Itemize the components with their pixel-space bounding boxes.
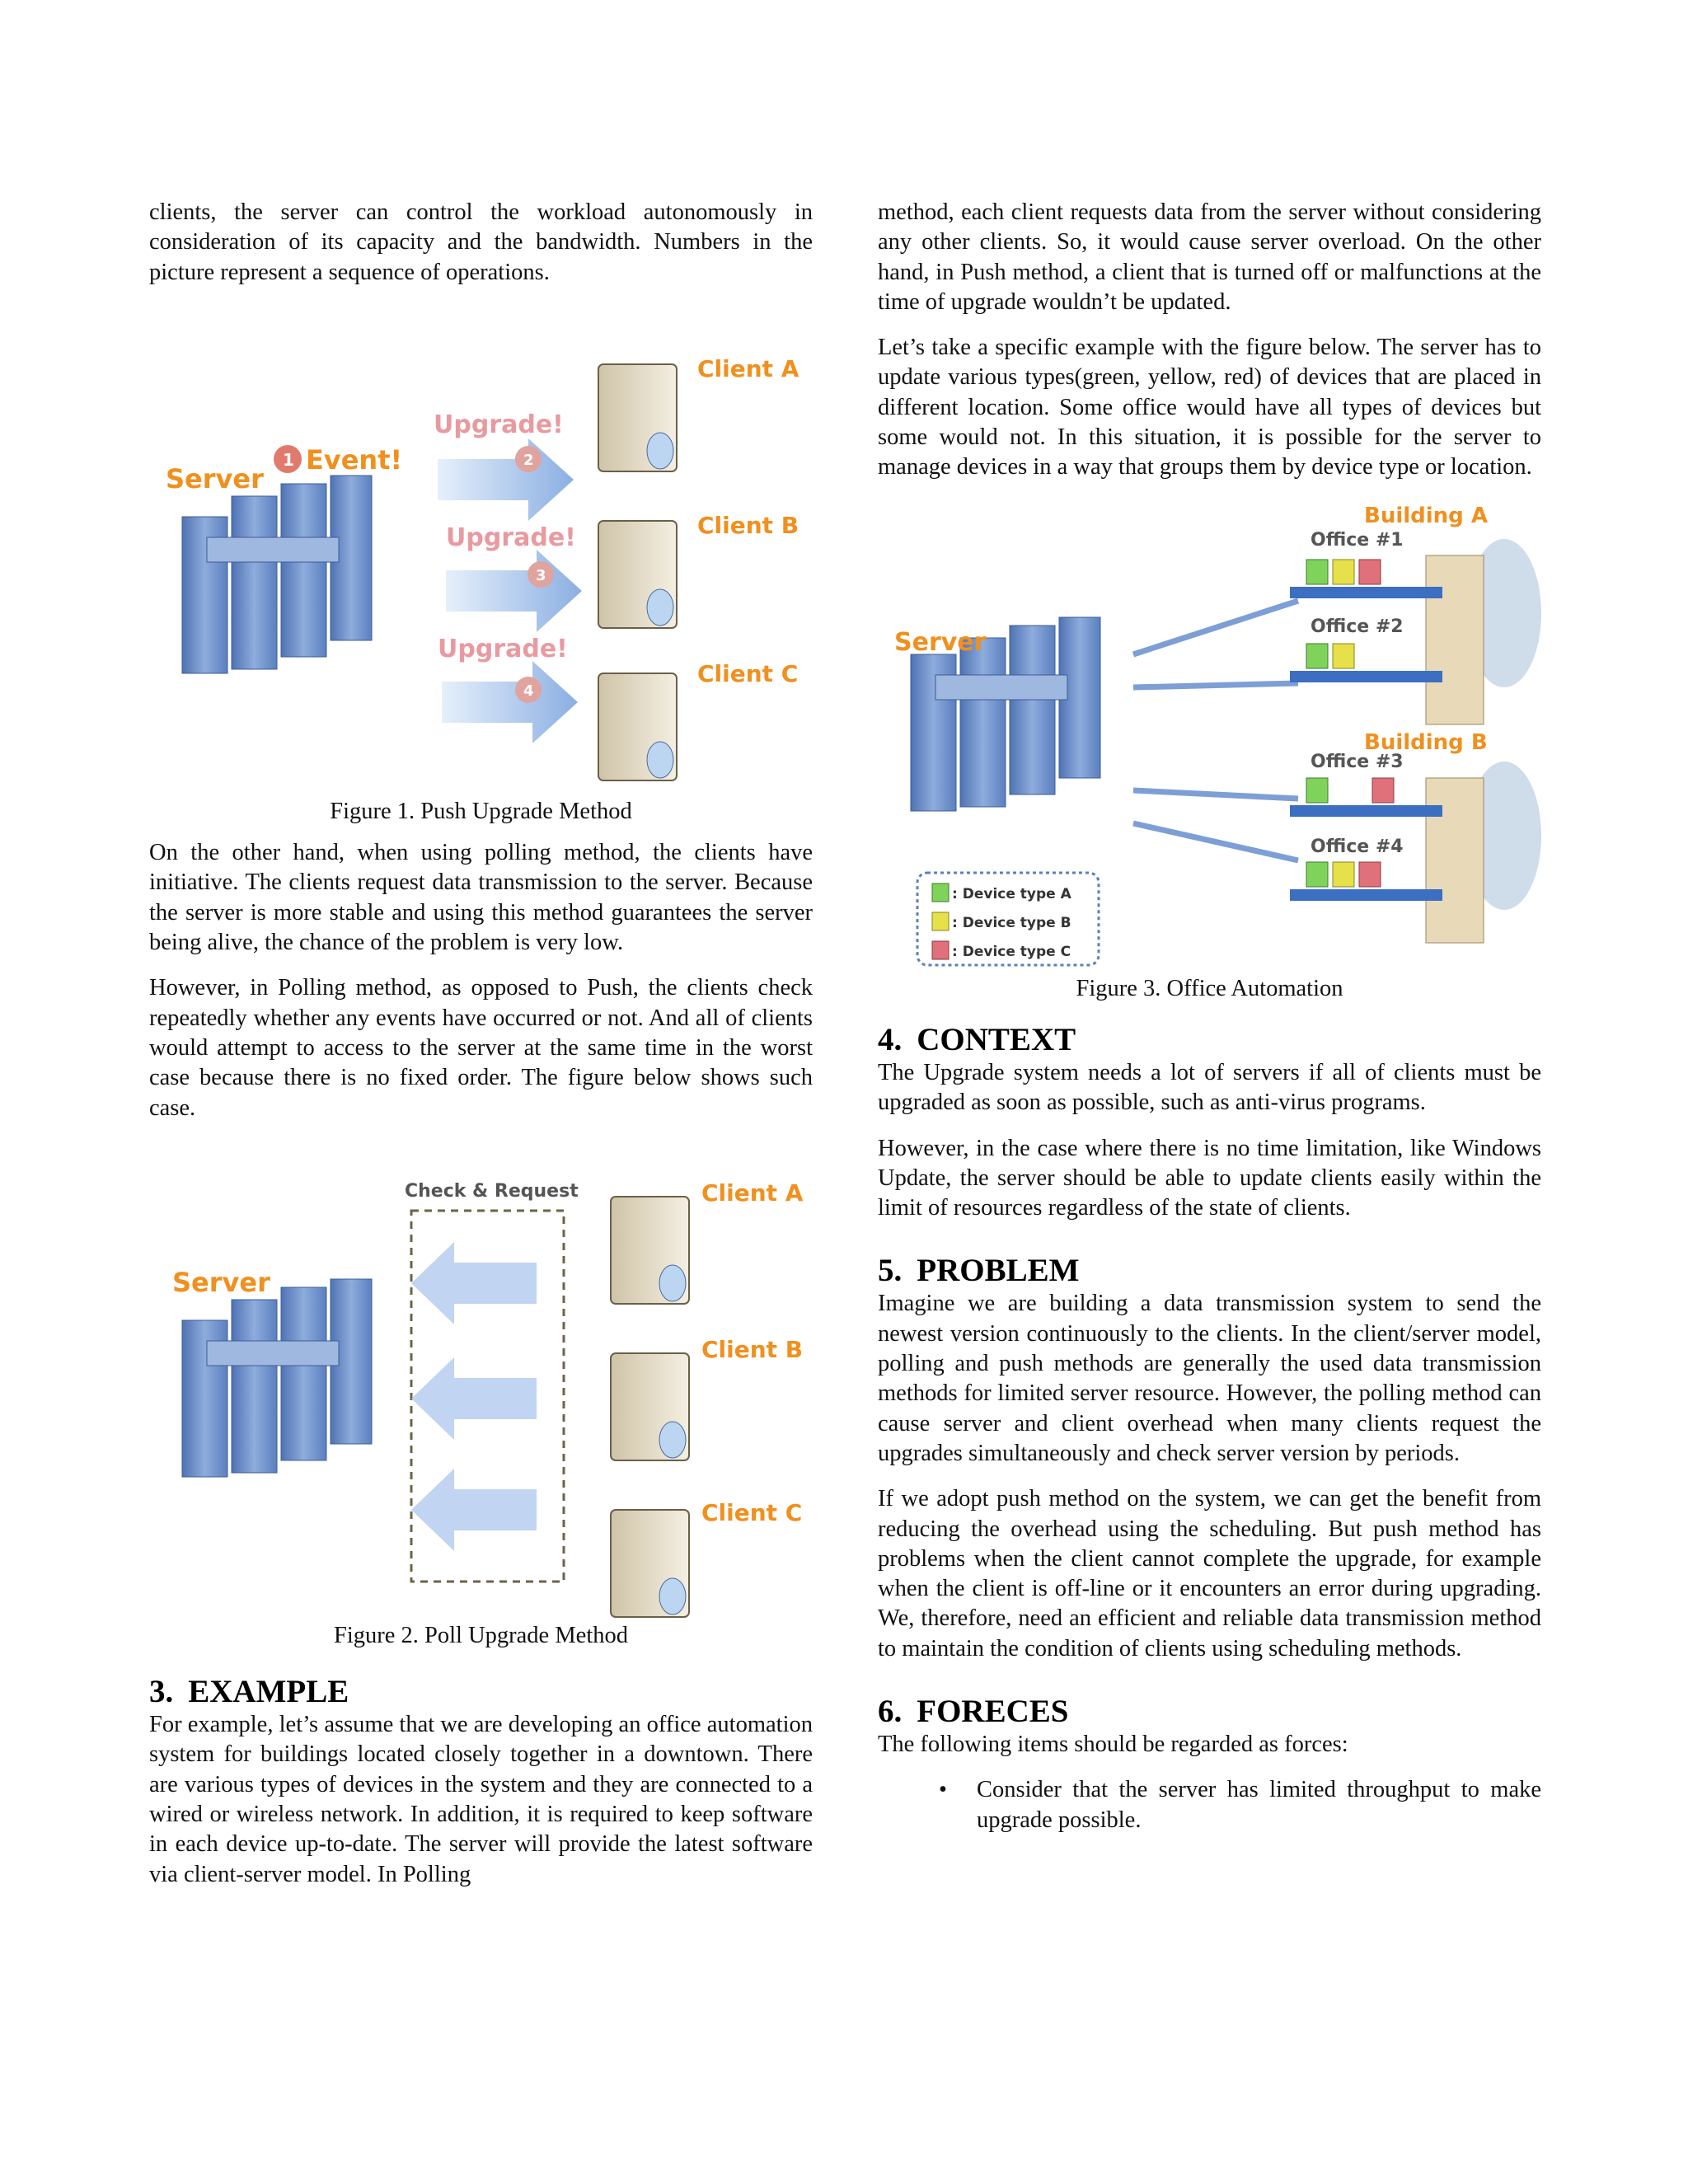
poll-arrow-1: [411, 1242, 537, 1324]
section-5-heading: [878, 1253, 1541, 1289]
client-a-icon: [598, 364, 677, 471]
right-paragraph-5: Imagine we are building a data transmission system to send the newest version continuously to the clients. In the client/server model, polling and push methods are generally the used data transmission methods for limited server resource. However, the polling method can cause server and client overhead when many clients request the upgrades simultaneously and check server version by periods.: [878, 1291, 1541, 1466]
client-c-icon: [611, 1510, 689, 1617]
step-1-label: 1: [283, 449, 294, 470]
office-4-label: Office #4: [1311, 836, 1404, 857]
office-3-shelf: [1290, 778, 1442, 817]
list-item: [878, 1775, 1541, 1835]
section-5-title: PROBLEM: [917, 1253, 1080, 1289]
push-arrow-2: [446, 550, 582, 632]
office-3-label: Office #3: [1311, 751, 1404, 772]
figure-1-diagram: [149, 327, 813, 805]
bullet-icon: •: [939, 1777, 947, 1803]
building-b-label: Building B: [1364, 729, 1488, 755]
fig1-client-b-label: Client B: [697, 511, 799, 539]
fig2-check-request-label: Check & Request: [405, 1180, 579, 1202]
figure-2-caption: Figure 2. Poll Upgrade Method: [333, 1622, 628, 1648]
right-paragraph-3: The Upgrade system needs a lot of servers if all of clients must be upgraded as soon as possible, such as anti-virus programs.: [878, 1059, 1541, 1116]
section-4-title: CONTEXT: [917, 1021, 1076, 1057]
left-column: [149, 198, 813, 1905]
push-arrow-3: [442, 661, 578, 743]
right-paragraph-2: Let’s take a specific example with the figure below. The server has to update various types(green, yellow, red) of devices that are placed in different location. Some office would have all types of devices but some would not. In this situation, it is possible for the server to manage devices in a way that groups them by device type or location.: [878, 335, 1541, 480]
figure-3-caption: Figure 3. Office Automation: [1076, 975, 1343, 1001]
legend-device-type-b: : Device type B: [952, 914, 1071, 931]
building-b-icon: [1426, 762, 1541, 943]
fig1-event-label: Event!: [306, 443, 403, 476]
figure-2-diagram: [149, 1151, 813, 1629]
section-6-heading: [878, 1694, 1541, 1730]
right-paragraph-6: If we adopt push method on the system, we can get the benefit from reducing the overhead using the scheduling. But push method has problems when the client cannot complete the upgrade, for example when the client is off-line or it encounters an error during upgrading. We, therefore, need an efficient and reliable data transmission method to maintain the condition of clients using scheduling methods.: [878, 1486, 1541, 1661]
figure-3-office-automation: [878, 498, 1541, 974]
left-paragraph-2: On the other hand, when using polling method, the clients have initiative. The clients request data transmission to the server. Because the server is more stable and using this method guarantees the server being alive, the chance of the problem is very low.: [149, 840, 813, 956]
section-3-title: EXAMPLE: [188, 1674, 349, 1710]
step-3-label: 3: [536, 566, 546, 584]
client-c-icon: [598, 673, 677, 780]
left-paragraph-4: For example, let’s assume that we are developing an office automation system for buildings located closely together in a downtown. There are various types of devices in the system and they are connected to a wired or wireless network. In addition, it is required to keep software in each device up-to-date. The server will provide the latest software via client-server model. In Polling: [149, 1712, 813, 1887]
section-3-heading: [149, 1674, 813, 1710]
forces-list: [878, 1775, 1541, 1835]
right-paragraph-1: method, each client requests data from the server without considering any other clients. So, it would cause server overload. On the other hand, in Push method, a client that is turned off or malfunctions at the time of upgrade wouldn’t be updated.: [878, 199, 1541, 315]
connection-arrows: [1133, 601, 1298, 860]
poll-arrow-2: [411, 1357, 537, 1440]
left-paragraph-3: However, in Polling method, as opposed to Push, the clients check repeatedly whether any events have occurred or not. And all of clients would attempt to access to the server at the same time in the worst case because there is no fixed order. The figure below shows such case.: [149, 975, 813, 1121]
right-paragraph-4: However, in the case where there is no time limitation, like Windows Update, the server should be able to update clients easily within the limit of resources regardless of the state of clients.: [878, 1135, 1541, 1221]
figure-3-diagram: [878, 498, 1541, 974]
office-2-shelf: [1290, 644, 1442, 682]
left-paragraph-1: clients, the server can control the workload autonomously in consideration of its capacity and the bandwidth. Numbers in the picture represent a sequence of operations.: [149, 199, 813, 285]
server-icon: [182, 1279, 372, 1477]
server-icon: [182, 476, 372, 673]
figure-1-caption: Figure 1. Push Upgrade Method: [330, 798, 632, 824]
fig2-server-label: Server: [172, 1266, 270, 1298]
office-1-shelf: [1290, 560, 1442, 598]
section-6-title: FORECES: [917, 1694, 1069, 1730]
force-item-text: Consider that the server has limited throughput to make upgrade possible.: [977, 1777, 1541, 1833]
step-2-label: 2: [523, 451, 534, 469]
client-b-icon: [611, 1353, 689, 1460]
fig2-client-c-label: Client C: [701, 1498, 803, 1526]
legend-device-type-a: : Device type A: [952, 885, 1071, 902]
section-6-number: 6.: [878, 1694, 903, 1730]
fig3-server-label: Server: [894, 627, 987, 657]
figure-2-poll-upgrade: [149, 1151, 813, 1629]
fig1-upgrade-label-3: Upgrade!: [438, 634, 568, 663]
figure-1-push-upgrade: [149, 327, 813, 805]
step-4-label: 4: [523, 682, 534, 700]
fig1-client-a-label: Client A: [697, 354, 799, 382]
fig1-client-c-label: Client C: [697, 659, 799, 687]
client-a-icon: [611, 1197, 689, 1304]
office-1-label: Office #1: [1311, 529, 1404, 551]
poll-arrow-3: [411, 1469, 537, 1551]
client-b-icon: [598, 521, 677, 628]
section-4-heading: [878, 1022, 1541, 1058]
fig2-client-b-label: Client B: [701, 1335, 804, 1363]
section-4-number: 4.: [878, 1021, 903, 1057]
building-a-icon: [1426, 539, 1541, 724]
legend-device-type-c: : Device type C: [952, 943, 1071, 960]
push-arrow-1: [438, 438, 574, 521]
fig1-upgrade-label-2: Upgrade!: [446, 523, 576, 552]
right-paragraph-7: The following items should be regarded as forces:: [878, 1732, 1348, 1758]
section-3-number: 3.: [149, 1674, 174, 1710]
fig1-upgrade-label-1: Upgrade!: [434, 410, 564, 439]
fig1-server-label: Server: [166, 462, 264, 494]
section-5-number: 5.: [878, 1253, 903, 1289]
building-a-label: Building A: [1364, 503, 1488, 528]
office-2-label: Office #2: [1311, 616, 1404, 637]
fig2-client-a-label: Client A: [701, 1179, 804, 1207]
office-4-shelf: [1290, 862, 1442, 901]
right-column: [878, 198, 1541, 1835]
